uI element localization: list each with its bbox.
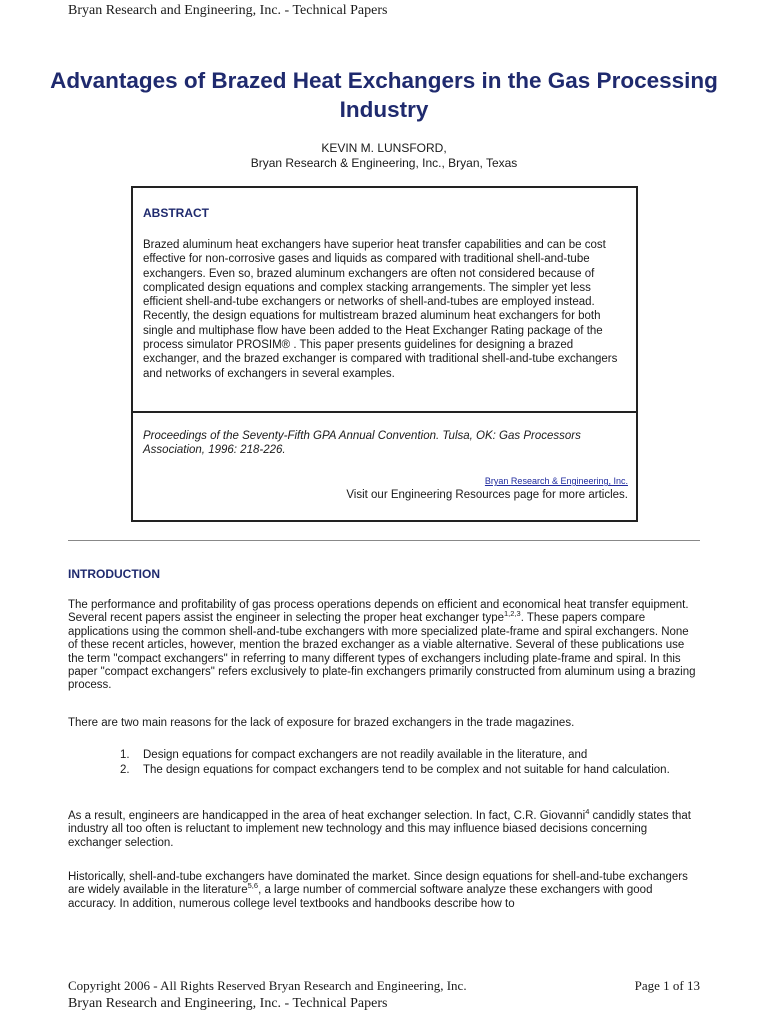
abstract-box (131, 186, 638, 522)
introduction-heading: INTRODUCTION (68, 567, 160, 581)
footer-copyright: Copyright 2006 - All Rights Reserved Bryan Research and Engineering, Inc. (68, 978, 467, 993)
author-affiliation: Bryan Research & Engineering, Inc., Bryan, Texas (250, 156, 518, 170)
citation-superscript: 5,6 (247, 881, 259, 891)
abstract-text: Brazed aluminum heat exchangers have superior heat transfer capabilities and can be cost effective for non-corrosive gases and liquids as compared with traditional shell-and-tube exchangers. Even so, brazed aluminum exchangers are often not considered because of complicated design equations and complex stacking arrangements. The simpler yet less efficient shell-and-tube exchangers or networks of shell-and-tubes are employed instead. Recently, the design equations for multistream brazed aluminum heat exchangers for both single and multiphase flow have been added to the Heat Exchanger Rating package of the process simulator PROSIM® . This paper presents guidelines for designing a brazed exchanger, and the brazed exchanger is compared with traditional shell-and-tube exchangers and networks of exchangers in several examples. (143, 239, 618, 380)
intro-p4-text-a: Historically, shell-and-tube exchangers have dominated the market. Since design equations for shell-and-tube exchangers are widely available in the literature (68, 871, 688, 897)
abstract-section (133, 188, 636, 410)
citation-superscript: 1,2,3 (504, 609, 521, 619)
proceedings-citation: Proceedings of the Seventy-Fifth GPA Annual Convention. Tulsa, OK: Gas Processors Association, 1996: 218-226. (143, 430, 581, 457)
list-number: 2. (120, 764, 130, 776)
intro-p3-text-b: candidly states that industry all too often is reluctant to implement new technology and this may influence biased decisions concerning exchanger selection. (68, 810, 692, 849)
bre-link[interactable]: Bryan Research & Engineering, Inc. (484, 476, 628, 486)
page-number: Page 1 of 13 (634, 978, 700, 993)
author-name: KEVIN M. LUNSFORD, (321, 141, 447, 155)
paper-title: Advantages of Brazed Heat Exchangers in the Gas Processing Industry (50, 68, 718, 122)
intro-p3-text-a: As a result, engineers are handicapped in the area of heat exchanger selection. In fact, C.R. Giovanni (68, 810, 586, 822)
list-number: 1. (120, 749, 130, 761)
author-block (40, 141, 728, 171)
citation-section (133, 413, 636, 520)
intro-paragraph-1 (68, 599, 700, 693)
intro-p1-text-b: . These papers compare applications using the common shell-and-tube exchangers with more specialized plate-frame and spiral exchangers. None of these recent articles, however, mention the brazed exchanger as a viable alternative. Several of these publications use the term "compact exchangers" in referring to many different types of exchangers including plate-frame and spiral. In this paper "compact exchangers" refers exclusively to plate-fin exchangers primarily constructed from aluminum using a brazing process. (68, 612, 696, 692)
intro-p4-text-b: , a large number of commercial software analyze these exchangers with good accuracy. In addition, numerous college level textbooks and handbooks describe how to (68, 884, 653, 910)
running-header: Bryan Research and Engineering, Inc. - Technical Papers (68, 3, 388, 18)
abstract-heading: ABSTRACT (143, 206, 209, 220)
list-text: The design equations for compact exchangers tend to be complex and not suitable for hand calculation. (143, 764, 670, 776)
list-text: Design equations for compact exchangers are not readily available in the literature, and (143, 749, 588, 761)
visit-resources-text: Visit our Engineering Resources page for more articles. (346, 489, 628, 501)
intro-paragraph-4 (68, 871, 700, 911)
footer-running-title: Bryan Research and Engineering, Inc. - Technical Papers (68, 996, 388, 1011)
citation-superscript: 4 (585, 807, 590, 817)
intro-paragraph-3 (68, 807, 700, 850)
intro-p1-text-a: The performance and profitability of gas process operations depends on efficient and economical heat transfer equipment. Several recent papers assist the engineer in selecting the proper heat exchanger type (68, 599, 689, 625)
intro-paragraph-2: There are two main reasons for the lack of exposure for brazed exchangers in the trade magazines. (68, 717, 575, 729)
section-divider (68, 540, 700, 541)
